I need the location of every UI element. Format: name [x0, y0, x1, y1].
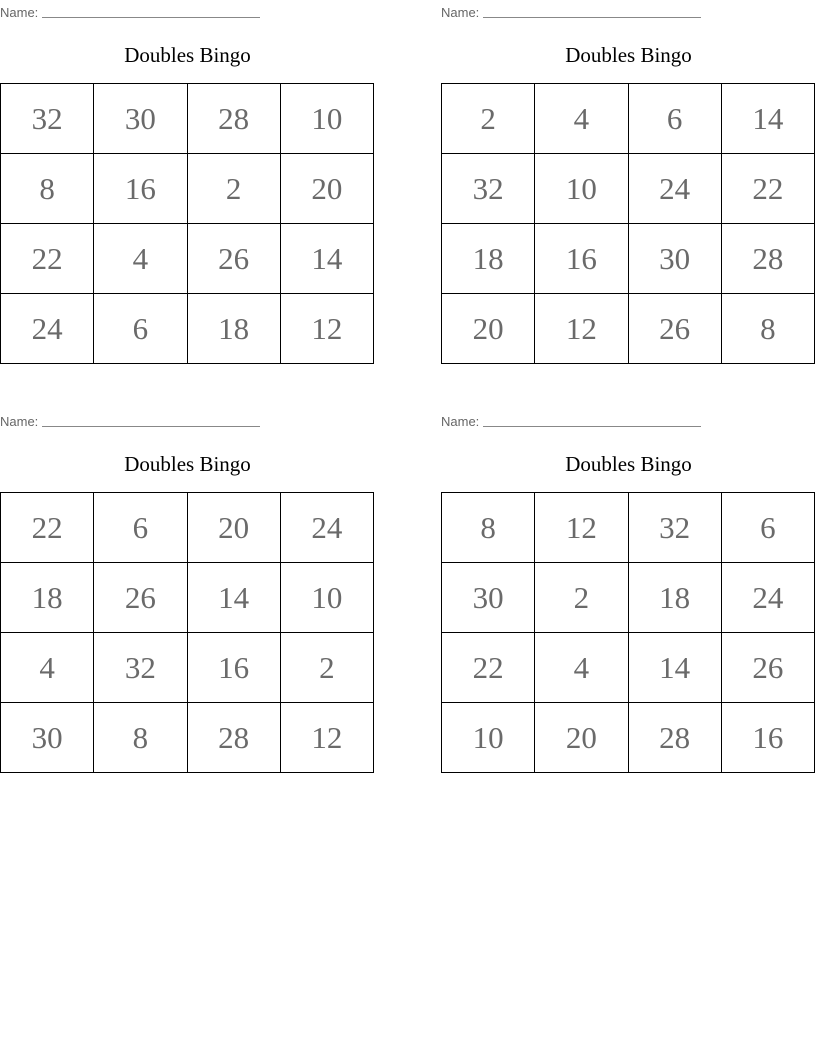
bingo-cell: 4 [535, 633, 628, 703]
bingo-cell: 2 [442, 84, 535, 154]
bingo-cell: 22 [1, 224, 94, 294]
name-blank-line [42, 414, 260, 427]
bingo-cell: 4 [535, 84, 628, 154]
bingo-cell: 26 [628, 294, 721, 364]
bingo-row [1, 224, 374, 294]
bingo-cell: 6 [94, 294, 187, 364]
bingo-row [442, 633, 815, 703]
bingo-grid [0, 492, 374, 773]
bingo-cell: 12 [280, 294, 373, 364]
bingo-grid [441, 492, 815, 773]
bingo-cell: 18 [1, 563, 94, 633]
bingo-row [442, 154, 815, 224]
bingo-cell: 14 [280, 224, 373, 294]
name-field [0, 411, 260, 429]
bingo-cell: 6 [94, 493, 187, 563]
bingo-cell: 18 [628, 563, 721, 633]
bingo-cell: 18 [442, 224, 535, 294]
bingo-cell: 24 [280, 493, 373, 563]
bingo-grid [441, 83, 815, 364]
bingo-cell: 2 [535, 563, 628, 633]
bingo-cell: 8 [721, 294, 814, 364]
bingo-cell: 16 [187, 633, 280, 703]
name-blank-line [483, 414, 701, 427]
name-field [0, 2, 260, 20]
bingo-cell: 28 [628, 703, 721, 773]
name-label: Name: [0, 414, 39, 429]
bingo-cell: 30 [94, 84, 187, 154]
card-title: Doubles Bingo [565, 452, 692, 476]
bingo-cell: 10 [442, 703, 535, 773]
bingo-row [1, 294, 374, 364]
bingo-cell: 16 [535, 224, 628, 294]
bingo-row [442, 493, 815, 563]
bingo-cell: 8 [1, 154, 94, 224]
name-blank-line [483, 5, 701, 18]
bingo-cell: 2 [280, 633, 373, 703]
bingo-row [1, 633, 374, 703]
bingo-cell: 26 [721, 633, 814, 703]
name-field [441, 411, 701, 429]
name-label: Name: [441, 5, 480, 20]
bingo-cell: 24 [1, 294, 94, 364]
bingo-cell: 20 [280, 154, 373, 224]
bingo-cell: 6 [628, 84, 721, 154]
bingo-cell: 6 [721, 493, 814, 563]
bingo-row [442, 224, 815, 294]
bingo-row [442, 563, 815, 633]
bingo-cell: 12 [280, 703, 373, 773]
bingo-cell: 32 [442, 154, 535, 224]
name-field [441, 2, 701, 20]
card-title: Doubles Bingo [565, 43, 692, 67]
name-label: Name: [0, 5, 39, 20]
bingo-cell: 26 [94, 563, 187, 633]
bingo-cell: 22 [442, 633, 535, 703]
bingo-cell: 2 [187, 154, 280, 224]
bingo-cell: 30 [442, 563, 535, 633]
name-label: Name: [441, 414, 480, 429]
bingo-cell: 4 [94, 224, 187, 294]
bingo-cell: 32 [94, 633, 187, 703]
bingo-cell: 24 [721, 563, 814, 633]
bingo-cell: 8 [442, 493, 535, 563]
bingo-cell: 14 [187, 563, 280, 633]
bingo-cell: 12 [535, 493, 628, 563]
bingo-cell: 28 [187, 84, 280, 154]
bingo-row [1, 84, 374, 154]
bingo-row [1, 493, 374, 563]
bingo-cell: 30 [628, 224, 721, 294]
bingo-cell: 14 [721, 84, 814, 154]
bingo-cell: 14 [628, 633, 721, 703]
bingo-cell: 20 [187, 493, 280, 563]
card-title: Doubles Bingo [124, 452, 251, 476]
bingo-cell: 10 [280, 84, 373, 154]
bingo-row [1, 563, 374, 633]
bingo-cell: 22 [1, 493, 94, 563]
bingo-cell: 32 [628, 493, 721, 563]
bingo-row [1, 154, 374, 224]
bingo-cell: 24 [628, 154, 721, 224]
name-blank-line [42, 5, 260, 18]
bingo-cell: 28 [721, 224, 814, 294]
bingo-cell: 10 [535, 154, 628, 224]
bingo-cell: 16 [94, 154, 187, 224]
bingo-row [442, 84, 815, 154]
bingo-cell: 26 [187, 224, 280, 294]
bingo-grid [0, 83, 374, 364]
bingo-cell: 20 [442, 294, 535, 364]
bingo-cell: 12 [535, 294, 628, 364]
bingo-cell: 22 [721, 154, 814, 224]
card-title: Doubles Bingo [124, 43, 251, 67]
bingo-row [442, 294, 815, 364]
bingo-cell: 4 [1, 633, 94, 703]
bingo-cell: 32 [1, 84, 94, 154]
bingo-cell: 16 [721, 703, 814, 773]
bingo-row [442, 703, 815, 773]
bingo-cell: 10 [280, 563, 373, 633]
bingo-cell: 30 [1, 703, 94, 773]
bingo-row [1, 703, 374, 773]
bingo-cell: 20 [535, 703, 628, 773]
bingo-cell: 8 [94, 703, 187, 773]
bingo-cell: 18 [187, 294, 280, 364]
bingo-cell: 28 [187, 703, 280, 773]
